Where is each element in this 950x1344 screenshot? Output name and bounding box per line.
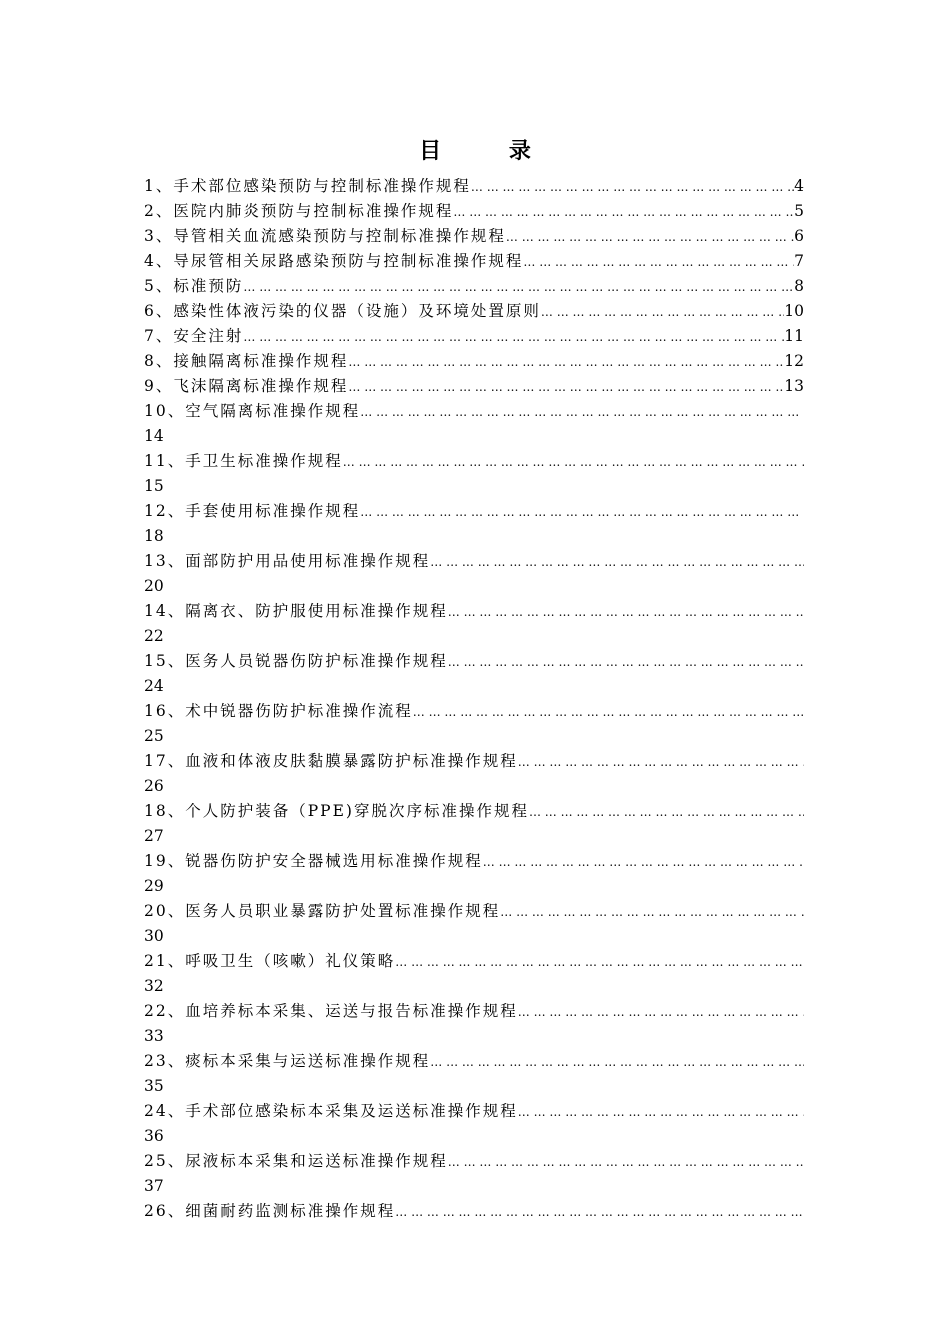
toc-entry-page: 6 xyxy=(794,227,804,245)
toc-entry-page: 29 xyxy=(144,877,164,895)
toc-leader-dots xyxy=(523,250,794,274)
toc-entry[interactable] xyxy=(144,899,804,924)
toc-entry[interactable] xyxy=(144,549,804,574)
toc-entry[interactable] xyxy=(144,324,804,349)
toc-entry[interactable] xyxy=(144,749,804,774)
toc-entry-title: 手术部位感染预防与控制标准操作规程 xyxy=(173,177,471,195)
toc-entry[interactable] xyxy=(144,249,804,274)
toc-entry-title: 术中锐器伤防护标准操作流程 xyxy=(185,702,413,720)
toc-leader-dots xyxy=(360,500,804,524)
toc-entry-number: 26、 xyxy=(144,1202,186,1220)
toc-entry-page: 4 xyxy=(794,177,804,195)
toc-leader-dots xyxy=(243,325,784,349)
toc-leader-dots xyxy=(518,1100,804,1124)
toc-leader-dots xyxy=(471,175,794,199)
toc-entry-title: 飞沫隔离标准操作规程 xyxy=(173,377,349,395)
toc-entry-page: 15 xyxy=(144,477,164,495)
toc-entry-page: 10 xyxy=(784,302,804,320)
toc-entry-title: 手套使用标准操作规程 xyxy=(185,502,361,520)
toc-entry[interactable] xyxy=(144,949,804,974)
toc-entry[interactable] xyxy=(144,1149,804,1174)
toc-entry-number: 25、 xyxy=(144,1152,186,1170)
toc-entry-number: 21、 xyxy=(144,952,186,970)
toc-entry-number: 2、 xyxy=(144,202,174,220)
toc-entry-page: 26 xyxy=(144,777,164,795)
toc-entry-page: 13 xyxy=(784,377,804,395)
toc-entry[interactable] xyxy=(144,449,804,474)
toc-entry-number: 16、 xyxy=(144,702,186,720)
toc-leader-dots xyxy=(448,650,804,674)
toc-entry[interactable] xyxy=(144,499,804,524)
toc-entry[interactable] xyxy=(144,399,804,424)
toc-leader-dots xyxy=(360,400,804,424)
toc-leader-dots xyxy=(518,1000,804,1024)
toc-entry-title: 呼吸卫生（咳嗽）礼仪策略 xyxy=(185,952,396,970)
toc-entry[interactable] xyxy=(144,174,804,199)
toc-entry-number: 17、 xyxy=(144,752,186,770)
toc-entry-page: 32 xyxy=(144,977,164,995)
toc-entry[interactable] xyxy=(144,1199,804,1224)
toc-entry-number: 19、 xyxy=(144,852,186,870)
toc-entry[interactable] xyxy=(144,1049,804,1074)
toc-leader-dots xyxy=(395,1200,804,1224)
toc-entry[interactable] xyxy=(144,599,804,624)
toc-entry-title: 安全注射 xyxy=(173,327,244,345)
toc-leader-dots xyxy=(541,300,784,324)
toc-entry[interactable] xyxy=(144,274,804,299)
toc-entry-page: 5 xyxy=(794,202,804,220)
toc-entry-number: 10、 xyxy=(144,402,186,420)
toc-entry-number: 12、 xyxy=(144,502,186,520)
toc-entry-title: 尿液标本采集和运送标准操作规程 xyxy=(185,1152,448,1170)
toc-entry-title: 手卫生标准操作规程 xyxy=(185,452,343,470)
toc-entry-title: 血液和体液皮肤黏膜暴露防护标准操作规程 xyxy=(185,752,518,770)
toc-entry-number: 1、 xyxy=(144,177,174,195)
toc-entry-title: 痰标本采集与运送标准操作规程 xyxy=(185,1052,431,1070)
toc-entry-page: 35 xyxy=(144,1077,164,1095)
toc-leader-dots xyxy=(343,450,804,474)
toc-entry[interactable] xyxy=(144,299,804,324)
toc-entry-title: 导尿管相关尿路感染预防与控制标准操作规程 xyxy=(173,252,524,270)
toc-entry-title: 锐器伤防护安全器械选用标准操作规程 xyxy=(185,852,483,870)
toc-entry-number: 24、 xyxy=(144,1102,186,1120)
toc-leader-dots xyxy=(448,600,804,624)
toc-entry-title: 隔离衣、防护服使用标准操作规程 xyxy=(185,602,448,620)
toc-entry[interactable] xyxy=(144,699,804,724)
toc-entry-number: 5、 xyxy=(144,277,174,295)
toc-entry-number: 6、 xyxy=(144,302,174,320)
toc-leader-dots xyxy=(453,200,794,224)
toc-entry-title: 医务人员职业暴露防护处置标准操作规程 xyxy=(185,902,501,920)
toc-leader-dots xyxy=(430,550,804,574)
toc-entry-title: 感染性体液污染的仪器（设施）及环境处置原则 xyxy=(173,302,541,320)
toc-entry-number: 9、 xyxy=(144,377,174,395)
toc-entry[interactable] xyxy=(144,199,804,224)
toc-entry-page: 12 xyxy=(784,352,804,370)
toc-entry-page: 14 xyxy=(144,427,164,445)
toc-entry-page: 11 xyxy=(784,327,804,345)
toc-entry-number: 11、 xyxy=(144,452,186,470)
toc-entry[interactable] xyxy=(144,999,804,1024)
toc-entry[interactable] xyxy=(144,1099,804,1124)
toc-entry-number: 8、 xyxy=(144,352,174,370)
toc-entry-title: 空气隔离标准操作规程 xyxy=(185,402,361,420)
toc-entry[interactable] xyxy=(144,799,804,824)
toc-entry-page: 33 xyxy=(144,1027,164,1045)
toc-entry[interactable] xyxy=(144,374,804,399)
toc-leader-dots xyxy=(430,1050,804,1074)
toc-leader-dots xyxy=(506,225,794,249)
toc-entry-page: 18 xyxy=(144,527,164,545)
toc-leader-dots xyxy=(448,1150,804,1174)
toc-entry-title: 标准预防 xyxy=(173,277,244,295)
toc-entry-page: 24 xyxy=(144,677,164,695)
toc-leader-dots xyxy=(243,275,794,299)
toc-entry-number: 3、 xyxy=(144,227,174,245)
toc-entry-title: 血培养标本采集、运送与报告标准操作规程 xyxy=(185,1002,518,1020)
toc-entry[interactable] xyxy=(144,349,804,374)
toc-leader-dots xyxy=(500,900,804,924)
toc-entry-number: 15、 xyxy=(144,652,186,670)
toc-entry-number: 7、 xyxy=(144,327,174,345)
toc-entry-title: 个人防护装备（PPE)穿脱次序标准操作规程 xyxy=(185,802,529,820)
toc-entry-page: 22 xyxy=(144,627,164,645)
toc-entry-title: 导管相关血流感染预防与控制标准操作规程 xyxy=(173,227,506,245)
toc-leader-dots xyxy=(483,850,804,874)
toc-entry-number: 22、 xyxy=(144,1002,186,1020)
toc-entry-number: 13、 xyxy=(144,552,186,570)
toc-entry-number: 20、 xyxy=(144,902,186,920)
toc-entry[interactable] xyxy=(144,649,804,674)
toc-entry-title: 细菌耐药监测标准操作规程 xyxy=(185,1202,396,1220)
toc-entry-title: 接触隔离标准操作规程 xyxy=(173,352,349,370)
toc-entry[interactable] xyxy=(144,849,804,874)
toc-entry-page: 30 xyxy=(144,927,164,945)
toc-entry-title: 医务人员锐器伤防护标准操作规程 xyxy=(185,652,448,670)
toc-entry-page: 36 xyxy=(144,1127,164,1145)
toc-entry-page: 25 xyxy=(144,727,164,745)
toc-leader-dots xyxy=(348,350,784,374)
toc-leader-dots xyxy=(529,800,804,824)
toc-entry-number: 18、 xyxy=(144,802,186,820)
toc-leader-dots xyxy=(348,375,784,399)
toc-leader-dots xyxy=(518,750,804,774)
toc-entry-number: 4、 xyxy=(144,252,174,270)
toc-entry-page: 20 xyxy=(144,577,164,595)
toc-entry-title: 面部防护用品使用标准操作规程 xyxy=(185,552,431,570)
toc-leader-dots xyxy=(395,950,804,974)
toc-entry[interactable] xyxy=(144,224,804,249)
toc-entry-title: 医院内肺炎预防与控制标准操作规程 xyxy=(173,202,454,220)
toc-entry-page: 8 xyxy=(794,277,804,295)
toc-entry-page: 37 xyxy=(144,1177,164,1195)
toc-entry-page: 27 xyxy=(144,827,164,845)
toc-entry-number: 14、 xyxy=(144,602,186,620)
table-of-contents xyxy=(144,174,804,1224)
toc-entry-number: 23、 xyxy=(144,1052,186,1070)
page-title: 目 录 xyxy=(419,138,561,164)
toc-leader-dots xyxy=(413,700,804,724)
toc-entry-title: 手术部位感染标本采集及运送标准操作规程 xyxy=(185,1102,518,1120)
toc-entry-page: 7 xyxy=(794,252,804,270)
